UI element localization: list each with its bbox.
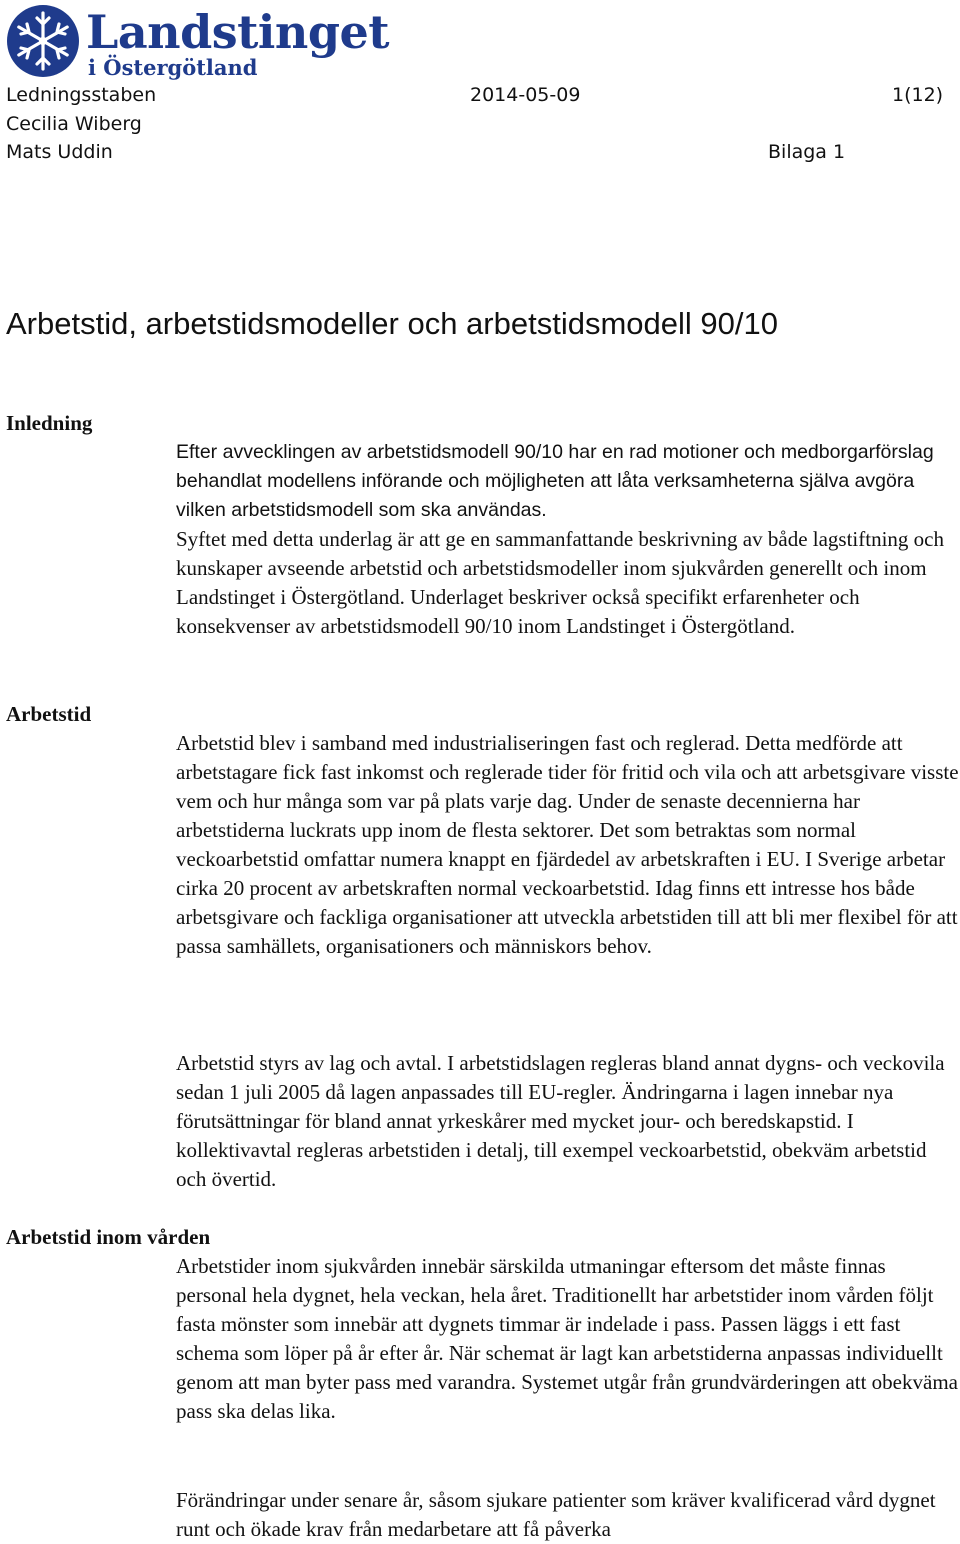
header-attachment: Bilaga 1 — [768, 141, 846, 163]
header-author-2: Mats Uddin — [6, 141, 113, 163]
varden-paragraph-2: Förändringar under senare år, såsom sjukare patienter som kräver kvalificerad vård dygnet runt och ökade krav från medarbetare att få påverka — [176, 1488, 936, 1541]
header-department: Ledningsstaben — [6, 84, 157, 106]
varden-paragraph-1: Arbetstider inom sjukvården innebär särskilda utmaningar eftersom det måste finnas personal hela dygnet, hela veckan, hela året. Traditionellt har arbetstider inom vården följt fasta mönster som innebär att dygnets timmar är indelade i pass. Passen läggs i ett fast schema som löper på år efter år. När schemat är lagt kan arbetstiderna anpassas individuellt genom att man byter pass med varandra. Systemet utgår från grundvärderingen att obekväma pass ska delas lika. — [176, 1254, 958, 1423]
document-title: Arbetstid, arbetstidsmodeller och arbetstidsmodell 90/10 — [6, 306, 778, 341]
arbetstid-paragraph-2: Arbetstid styrs av lag och avtal. I arbetstidslagen regleras bland annat dygns- och veckovila sedan 1 juli 2005 då lagen anpassades till EU-regler. Ändringarna i lagen innebar nya förutsättningar för bland annat yrkeskårer med mycket jour- och beredskapstid. I kollektivavtal regleras arbetstiden i detalj, till exempel veckoarbetstid, obekväm arbetstid och övertid. — [176, 1051, 945, 1191]
inledning-paragraph-1: Efter avvecklingen av arbetstidsmodell 90/10 har en rad motioner och medborgarförslag behandlat modellens införande och möjligheten att låta verksamheterna själva avgöra vilken arbetstidsmodell som ska användas. — [176, 441, 934, 521]
logo-subtitle: i Östergötland — [88, 55, 258, 80]
header-author-1: Cecilia Wiberg — [6, 113, 142, 135]
section-heading-arbetstid-inom-varden: Arbetstid inom vården — [6, 1225, 211, 1249]
inledning-paragraph-2: Syftet med detta underlag är att ge en sammanfattande beskrivning av både lagstiftning och kunskaper avseende arbetstid och arbetstidsmodeller inom sjukvården generellt och inom Landstinget i Östergötland. Underlaget beskriver också specifikt erfarenheter och konsekvenser av arbetstidsmodell 90/10 inom Landstinget i Östergötland. — [176, 527, 944, 638]
snowflake-emblem-icon — [6, 4, 80, 78]
section-heading-inledning: Inledning — [6, 411, 93, 435]
header-page-number: 1(12) — [892, 84, 944, 106]
logo-wordmark: Landstinget — [86, 5, 390, 59]
arbetstid-paragraph-1: Arbetstid blev i samband med industrialiseringen fast och reglerad. Detta medförde att arbetstagare fick fast inkomst och reglerade tider för fritid och vila och att arbetsgivare visste vem och hur många som var på plats varje dag. Under de senaste decennierna har arbetstiderna luckrats upp inom de flesta sektorer. Det som betraktas som normal veckoarbetstid omfattar numera knappt en fjärdedel av arbetskraften i EU. I Sverige arbetar cirka 20 procent av arbetskraften normal veckoarbetstid. Idag finns ett intresse hos både arbetsgivare och fackliga organisationer att utveckla arbetstiden till att bli mer flexibel för att passa samhällets, organisationers och människors behov. — [176, 731, 959, 958]
landstinget-logo — [6, 4, 390, 82]
header-date: 2014-05-09 — [470, 84, 581, 106]
section-heading-arbetstid: Arbetstid — [6, 702, 92, 726]
